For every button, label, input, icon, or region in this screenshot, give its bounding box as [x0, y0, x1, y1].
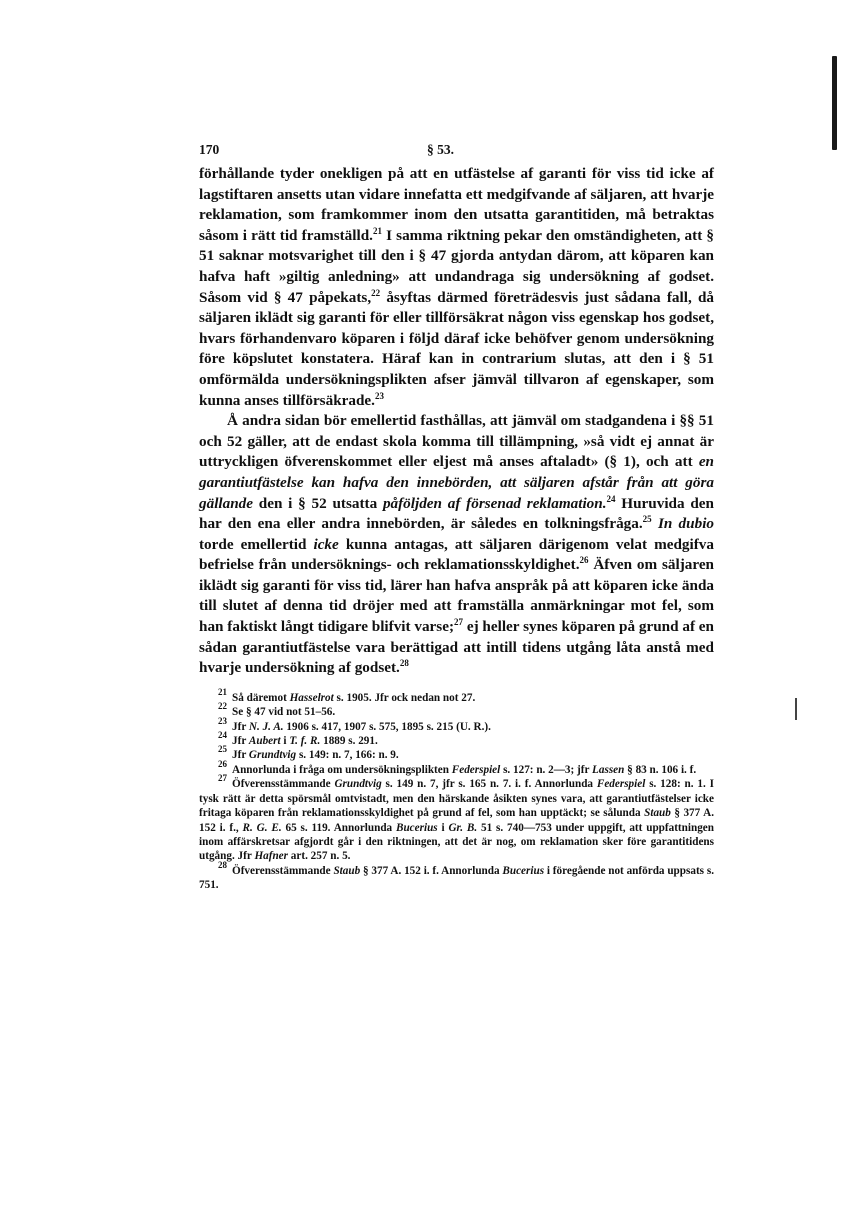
- section-heading: § 53.: [427, 142, 454, 157]
- text-run: Jfr: [232, 735, 249, 748]
- text-run: ej heller synes köparen på grund af en sådan garantiutfästelse vara berättigad att intill tidens utgång låta anstå med hvarje undersökning af godset.: [199, 618, 714, 677]
- text-run: i: [437, 821, 449, 834]
- italic-run: Federspiel: [451, 763, 501, 776]
- paragraph-2: [199, 411, 714, 679]
- text-run: Öfverensstämmande: [232, 864, 334, 877]
- text-run: I samma riktning pekar den omständigheten, att § 51 saknar motsvarighet till den i § 47 gjorda antydan därom, att köparen kan hafva haft »giltig anledning» att undandraga sig undersökning af godset. Såsom vid § 47 påpekats,: [199, 226, 715, 306]
- text-run: den i § 52 utsatta: [253, 494, 383, 512]
- footnote-23: [199, 715, 714, 734]
- footnote-ref: 28: [399, 658, 409, 669]
- footnote-28: [199, 859, 714, 893]
- footnotes: [199, 686, 714, 893]
- footnote-number: 23: [218, 715, 227, 726]
- text-run: Jfr: [232, 720, 249, 733]
- text-run: Äfven om säljaren iklädt sig garanti för viss tid, lärer han hafva anspråk på att köparen icke ända till slutet af denna tid dröjer med att framställa anmärkningar mot fel, som han faktiskt långt tidigare blifvit varse;: [199, 556, 715, 636]
- footnote-number: 26: [218, 758, 227, 769]
- footnote-number: 21: [218, 686, 227, 697]
- footnote-number: 27: [218, 773, 227, 784]
- scan-edge-mark-small: [795, 698, 797, 720]
- text-run: torde emellertid: [199, 535, 314, 553]
- italic-run: en garantiutfästelse kan hafva den innebörden, att säljaren afstår från att göra gällande: [199, 453, 714, 512]
- italic-run: T. f. R.: [289, 735, 321, 748]
- footnote-ref: 27: [454, 617, 464, 628]
- italic-run: Grundtvig: [334, 778, 382, 791]
- italic-run: Staub: [644, 807, 671, 820]
- text-run: s. 149 n. 7, jfr s. 165 n. 7. i. f. Annorlunda: [381, 778, 597, 791]
- footnote-24: [199, 730, 714, 748]
- italic-run: N. J. A.: [248, 720, 284, 733]
- italic-run: Hasselrot: [289, 691, 334, 704]
- text-run: kunna antagas, att säljaren därigenom velat medgifva befrielse från undersöknings- och reklamationsskyldighet.: [199, 535, 714, 574]
- text-run: Huruvida den har den ena eller andra innebörden, är således en tolkningsfråga.: [199, 494, 714, 533]
- text-run: § 83 n. 106 i. f.: [624, 763, 697, 776]
- text-run: i: [280, 735, 290, 748]
- text-run: s. 127: n. 2—3; jfr: [500, 763, 593, 776]
- scan-edge-mark: [832, 56, 837, 150]
- footnote-22: [199, 701, 714, 719]
- text-run: 65 s. 119. Annorlunda: [281, 821, 396, 834]
- text-run: Se § 47 vid not 51–56.: [232, 706, 336, 719]
- italic-run: Aubert: [248, 735, 281, 748]
- italic-run: Grundtvig: [248, 749, 297, 762]
- text-run: s. 1905. Jfr ock nedan not 27.: [333, 691, 476, 704]
- text-run: art. 257 n. 5.: [288, 850, 351, 863]
- footnote-number: 22: [218, 701, 227, 712]
- footnote-ref: 24: [606, 493, 616, 504]
- italic-run: Gr. B.: [448, 821, 478, 834]
- italic-run: icke: [313, 535, 339, 553]
- text-run: § 377 A. 152 i. f.,: [199, 807, 714, 834]
- text-run: 1889 s. 291.: [320, 735, 378, 748]
- paragraph-1: [199, 164, 714, 411]
- footnote-ref: 22: [371, 287, 381, 298]
- italic-run: Bucerius: [502, 864, 545, 877]
- footnote-ref: 23: [374, 390, 384, 401]
- footnote-number: 25: [218, 744, 227, 755]
- text-run: förhållande tyder onekligen på att en utfästelse af garanti för viss tid icke af lagstiftaren ansetts utan vidare innefatta ett medgifvande af säljaren, att hvarje reklamation, som framkommer inom den utsatta garantitiden, må betraktas såsom i rätt tid framställd.: [199, 165, 714, 244]
- italic-run: R. G. E.: [242, 821, 282, 834]
- text-run: 51 s. 740—753 under uppgift, att uppfattningen inom affärskretsar afgjordt går i den riktningen, att det är nog, om reklamation sker före garantitidens utgång. Jfr: [199, 821, 714, 863]
- footnote-25: [199, 744, 714, 762]
- footnote-ref: 26: [579, 555, 589, 566]
- footnote-ref: 21: [372, 225, 382, 236]
- text-run: Så däremot: [232, 691, 290, 704]
- footnote-21: [199, 686, 714, 705]
- text-run: s. 128: n. 1. I tysk rätt är detta spörsmål omtvistadt, men den härskande åsikten synes vara, att garantiutfästelser icke fritaga köparen från reklamationsskyldighet på grund af fel, som han upptäckt; se sålunda: [199, 778, 714, 820]
- footnote-number: 28: [218, 859, 227, 870]
- page-number: 170: [199, 142, 220, 157]
- text-run: Öfverensstämmande: [232, 778, 335, 791]
- footnote-number: 24: [218, 730, 227, 741]
- italic-run: Staub: [333, 864, 361, 877]
- text-run: Jfr: [232, 749, 249, 762]
- italic-run: Federspiel: [596, 778, 646, 791]
- main-text: [199, 164, 714, 679]
- italic-run: Lassen: [592, 763, 625, 776]
- book-page: [199, 142, 714, 893]
- page-header: [199, 142, 714, 162]
- text-run: s. 149: n. 7, 166: n. 9.: [296, 749, 399, 762]
- italic-run: Bucerius: [396, 821, 438, 834]
- italic-run: Hafner: [254, 850, 288, 863]
- text-run: § 377 A. 152 i. f. Annorlunda: [360, 864, 503, 877]
- text-run: Annorlunda i fråga om undersökningsplikten: [232, 763, 452, 776]
- footnote-27: [199, 773, 714, 863]
- footnote-ref: 25: [642, 514, 652, 525]
- text-run: i föregående not anförda uppsats s. 751.: [199, 864, 714, 892]
- text-run: Å andra sidan bör emellertid fasthållas, att jämväl om stadgandena i §§ 51 och 52 gäller, att de endast skola komma till tillämpning, »så vidt ej annat är uttryckligen öfverenskommet eller eljest må anses aftaladt» (§ 1), och att: [199, 412, 714, 471]
- footnote-26: [199, 758, 714, 777]
- text-run: åsyftas därmed företrädesvis just sådana fall, då säljaren iklädt sig garanti för eller tillförsäkrat någon viss egenskap hos godset, hvars förhandenvaro köparen i följd däraf icke behöfver genom undersökning före köpslutet konstatera. Häraf kan in contrarium slutas, att den i § 51 omförmälda undersökningsplikten afser jämväl tillvaron af egenskaper, som kunna anses tillförsäkrade.: [199, 288, 714, 409]
- italic-run: In dubio: [657, 515, 715, 533]
- italic-run: påföljden af försenad reklamation.: [382, 494, 607, 512]
- text-run: 1906 s. 417, 1907 s. 575, 1895 s. 215 (U. R.).: [283, 720, 491, 733]
